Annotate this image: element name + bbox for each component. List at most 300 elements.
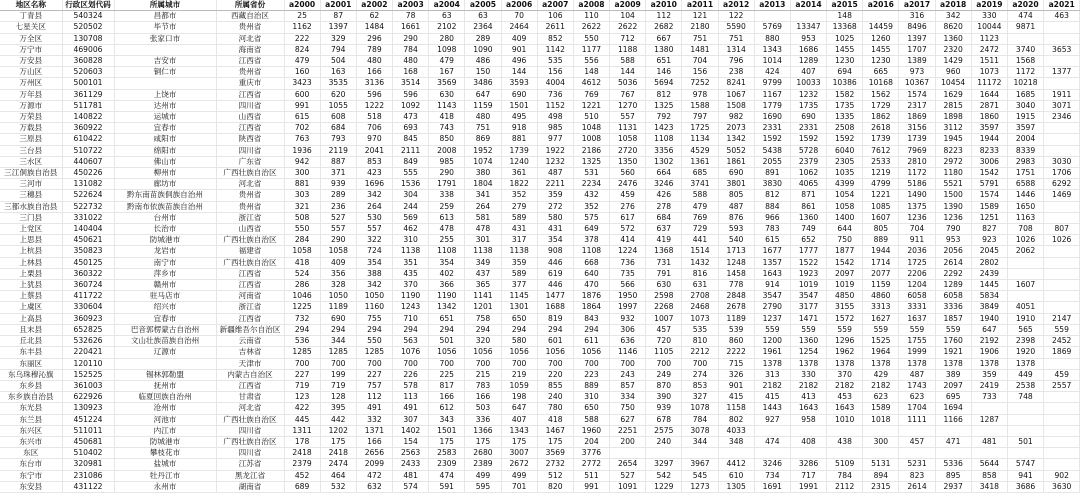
table-cell[interactable]: 1739 [899,134,935,145]
table-cell[interactable]: 301 [465,235,501,246]
table-cell[interactable]: 1048 [573,123,609,134]
table-cell[interactable]: 796 [718,56,754,67]
table-cell[interactable]: 1592 [754,134,790,145]
table-cell[interactable]: 300 [863,436,899,447]
table-cell[interactable]: 780 [537,403,573,414]
table-cell[interactable]: 310 [573,392,609,403]
table-cell[interactable]: 10367 [899,78,935,89]
table-cell[interactable]: 1860 [971,112,1007,123]
table-cell[interactable]: 891 [754,168,790,179]
table-cell[interactable]: 柳州市 [114,168,216,179]
table-cell[interactable]: 重庆市 [216,78,284,89]
table-cell[interactable]: 2815 [935,100,971,111]
table-cell[interactable]: 704 [899,224,935,235]
table-cell[interactable]: 850 [429,134,465,145]
table-cell[interactable]: 1074 [465,156,501,167]
table-cell[interactable]: 1289 [935,280,971,291]
table-cell[interactable]: 715 [718,358,754,369]
table-cell[interactable]: 1219 [863,168,899,179]
table-cell[interactable]: 1685 [1007,89,1043,100]
table-cell[interactable]: 441 [682,235,718,246]
table-cell[interactable]: 巴音郭楞蒙古自治州 [114,324,216,335]
table-cell[interactable]: 451224 [62,414,114,425]
table-cell[interactable]: 5521 [935,179,971,190]
table-cell[interactable]: 2036 [899,246,935,257]
table-cell[interactable]: 5231 [899,459,935,470]
table-cell[interactable]: 1568 [1007,56,1043,67]
table-cell[interactable]: 422 [284,403,320,414]
table-cell[interactable]: 280 [429,33,465,44]
table-cell[interactable] [1044,425,1080,436]
table-cell[interactable]: 338 [429,190,465,201]
table-cell[interactable]: 1273 [682,481,718,492]
table-cell[interactable]: 130923 [62,403,114,414]
table-cell[interactable]: 14459 [863,22,899,33]
table-cell[interactable]: 1500 [935,190,971,201]
table-cell[interactable]: 294 [501,324,537,335]
table-cell[interactable]: 87 [320,11,356,22]
table-cell[interactable]: 120110 [62,358,114,369]
table-cell[interactable]: 1092 [393,100,429,111]
table-cell[interactable]: 6588 [1007,179,1043,190]
table-cell[interactable]: 366 [429,280,465,291]
table-cell[interactable]: 327 [682,392,718,403]
table-cell[interactable]: 3356 [646,145,682,156]
table-cell[interactable]: 769 [573,89,609,100]
table-cell[interactable]: 550 [356,336,392,347]
table-cell[interactable]: 166 [356,67,392,78]
table-cell[interactable]: 156 [682,67,718,78]
table-cell[interactable]: 驻马店市 [114,291,216,302]
table-cell[interactable]: 1243 [393,302,429,313]
table-cell[interactable]: 700 [573,358,609,369]
table-cell[interactable]: 2077 [863,268,899,279]
table-cell[interactable]: 8339 [1007,145,1043,156]
table-cell[interactable]: 江西省 [216,56,284,67]
table-cell[interactable] [1044,403,1080,414]
table-cell[interactable]: 1514 [682,246,718,257]
table-cell[interactable]: 290 [393,33,429,44]
table-cell[interactable]: 福建省 [216,246,284,257]
table-cell[interactable]: 700 [610,358,646,369]
table-cell[interactable]: 5769 [754,22,790,33]
table-cell[interactable]: 5036 [610,78,646,89]
table-cell[interactable]: 991 [573,481,609,492]
table-cell[interactable]: 1160 [356,302,392,313]
table-cell[interactable]: 临夏回族自治州 [114,392,216,403]
table-cell[interactable]: 695 [935,392,971,403]
table-cell[interactable]: 四川省 [216,145,284,156]
table-cell[interactable]: 6040 [827,145,863,156]
table-cell[interactable]: 2008 [429,145,465,156]
table-cell[interactable]: 479 [284,56,320,67]
table-cell[interactable]: 1159 [863,280,899,291]
table-cell[interactable]: 684 [320,123,356,134]
table-cell[interactable]: 958 [790,414,826,425]
table-cell[interactable]: 360923 [62,313,114,324]
table-cell[interactable]: 823 [899,470,935,481]
table-cell[interactable]: 1735 [790,100,826,111]
table-cell[interactable]: 10218 [1007,78,1043,89]
table-cell[interactable]: 1735 [827,100,863,111]
table-cell[interactable] [899,448,935,459]
table-cell[interactable]: 江苏省 [216,459,284,470]
table-cell[interactable]: 东丽区 [0,358,62,369]
table-cell[interactable]: 853 [682,380,718,391]
table-cell[interactable]: 1876 [573,291,609,302]
column-header[interactable]: a2017 [899,0,935,11]
table-cell[interactable]: 1696 [356,179,392,190]
table-cell[interactable]: 1325 [646,100,682,111]
table-cell[interactable]: 881 [501,134,537,145]
table-cell[interactable]: 1940 [971,313,1007,324]
table-cell[interactable]: 294 [356,324,392,335]
table-cell[interactable]: 977 [537,134,573,145]
table-cell[interactable]: 565 [1007,324,1043,335]
table-cell[interactable]: 1050 [356,291,392,302]
table-cell[interactable]: 2848 [718,291,754,302]
table-cell[interactable]: 3286 [790,459,826,470]
table-cell[interactable] [1044,302,1080,313]
table-cell[interactable]: 1056 [465,347,501,358]
table-cell[interactable]: 1574 [971,190,1007,201]
table-cell[interactable]: 817 [429,380,465,391]
table-cell[interactable]: 435 [393,268,429,279]
table-cell[interactable] [935,448,971,459]
table-cell[interactable]: 1167 [754,89,790,100]
table-cell[interactable]: 2102 [429,22,465,33]
table-cell[interactable]: 942 [284,156,320,167]
table-cell[interactable]: 甘肃省 [216,392,284,403]
table-cell[interactable]: 1237 [754,313,790,324]
table-cell[interactable]: 296 [356,33,392,44]
table-cell[interactable]: 566 [610,280,646,291]
table-cell[interactable]: 2206 [899,268,935,279]
table-cell[interactable]: 2268 [646,302,682,313]
table-cell[interactable]: 219 [501,369,537,380]
table-cell[interactable]: 1455 [827,44,863,55]
table-cell[interactable]: 290 [429,168,465,179]
table-cell[interactable]: 411722 [62,291,114,302]
table-cell[interactable]: 757 [356,380,392,391]
table-cell[interactable]: 5694 [646,78,682,89]
table-cell[interactable]: 广东省 [216,156,284,167]
table-cell[interactable]: 铜仁市 [114,67,216,78]
table-cell[interactable]: 510402 [62,448,114,459]
table-cell[interactable]: 166 [465,392,501,403]
table-cell[interactable]: 13347 [790,22,826,33]
table-cell[interactable]: 1644 [971,89,1007,100]
table-cell[interactable]: 807 [1044,224,1080,235]
table-cell[interactable]: 664 [646,168,682,179]
table-cell[interactable] [1007,291,1043,302]
table-cell[interactable] [790,425,826,436]
table-cell[interactable]: 849 [393,156,429,167]
table-cell[interactable]: 168 [393,67,429,78]
table-cell[interactable]: 3246 [754,459,790,470]
table-cell[interactable]: 1607 [1007,280,1043,291]
table-cell[interactable]: 1067 [718,89,754,100]
table-cell[interactable]: 499 [465,470,501,481]
table-cell[interactable]: 110 [573,11,609,22]
table-cell[interactable]: 240 [537,392,573,403]
table-cell[interactable]: 东乡族自治县 [0,392,62,403]
table-cell[interactable]: 914 [754,280,790,291]
table-cell[interactable]: 1305 [718,481,754,492]
table-cell[interactable]: 1368 [646,246,682,257]
table-cell[interactable]: 789 [356,44,392,55]
table-cell[interactable] [827,448,863,459]
table-cell[interactable]: 559 [863,324,899,335]
table-cell[interactable]: 504 [320,56,356,67]
table-cell[interactable]: 2654 [610,459,646,470]
table-cell[interactable]: 1378 [899,358,935,369]
table-cell[interactable]: 540324 [62,11,114,22]
table-cell[interactable]: 377 [501,280,537,291]
table-cell[interactable]: 2708 [682,291,718,302]
table-cell[interactable]: 501 [1007,436,1043,447]
table-cell[interactable]: 4051 [1007,302,1043,313]
table-cell[interactable]: 2474 [320,459,356,470]
table-cell[interactable] [1007,33,1043,44]
table-cell[interactable]: 700 [320,358,356,369]
table-cell[interactable]: 1314 [718,44,754,55]
table-cell[interactable]: 106 [537,11,573,22]
table-cell[interactable]: 827 [971,224,1007,235]
table-cell[interactable]: 1260 [863,33,899,44]
table-cell[interactable]: 388 [356,268,392,279]
table-cell[interactable]: 2557 [1044,380,1080,391]
table-cell[interactable]: 750 [610,403,646,414]
table-cell[interactable]: 2379 [790,156,826,167]
table-cell[interactable]: 432 [573,190,609,201]
table-cell[interactable]: 2305 [827,156,863,167]
table-cell[interactable]: 286 [284,280,320,291]
table-cell[interactable]: 山西省 [216,112,284,123]
table-cell[interactable]: 丘北县 [0,336,62,347]
table-cell[interactable]: 2398 [1007,336,1043,347]
table-cell[interactable]: 1511 [971,56,1007,67]
table-cell[interactable] [682,448,718,459]
column-header[interactable]: a2016 [863,0,899,11]
table-cell[interactable]: 1389 [899,56,935,67]
table-cell[interactable]: 712 [610,33,646,44]
table-cell[interactable]: 3030 [1044,156,1080,167]
table-cell[interactable]: 1997 [610,302,646,313]
table-cell[interactable]: 1704 [899,403,935,414]
table-cell[interactable]: 8223 [935,145,971,156]
table-cell[interactable]: 2575 [646,425,682,436]
table-cell[interactable]: 733 [971,392,1007,403]
table-cell[interactable]: 1542 [827,257,863,268]
table-cell[interactable]: 243 [610,369,646,380]
table-cell[interactable]: 469006 [62,44,114,55]
table-cell[interactable]: 1869 [1044,347,1080,358]
table-cell[interactable]: 361 [501,168,537,179]
table-cell[interactable]: 418 [537,414,573,425]
table-cell[interactable]: 2147 [1044,313,1080,324]
table-cell[interactable] [1007,257,1043,268]
table-cell[interactable]: 黑龙江省 [216,470,284,481]
table-cell[interactable]: 140404 [62,224,114,235]
table-cell[interactable]: 881 [284,179,320,190]
table-cell[interactable]: 370 [393,280,429,291]
table-cell[interactable] [1007,268,1043,279]
table-cell[interactable]: 1582 [827,89,863,100]
table-cell[interactable]: 793 [320,134,356,145]
table-cell[interactable]: 306 [610,324,646,335]
table-cell[interactable]: 511011 [62,425,114,436]
table-cell[interactable] [1044,212,1080,223]
table-cell[interactable]: 708 [1007,224,1043,235]
table-cell[interactable]: 985 [429,156,465,167]
table-cell[interactable]: 63 [465,11,501,22]
table-cell[interactable]: 1791 [429,179,465,190]
table-cell[interactable]: 河南省 [216,291,284,302]
table-cell[interactable]: 610 [718,470,754,481]
table-cell[interactable]: 966 [754,212,790,223]
table-cell[interactable]: 508 [284,212,320,223]
table-cell[interactable] [1007,425,1043,436]
table-cell[interactable]: 2211 [537,179,573,190]
table-cell[interactable]: 932 [610,313,646,324]
table-cell[interactable]: 819 [537,313,573,324]
table-cell[interactable]: 毕节市 [114,22,216,33]
table-cell[interactable]: 1950 [610,291,646,302]
table-cell[interactable]: 652825 [62,324,114,335]
table-cell[interactable]: 贵州省 [216,201,284,212]
table-cell[interactable]: 491 [393,403,429,414]
table-cell[interactable]: 三台县 [0,145,62,156]
table-cell[interactable]: 5109 [827,459,863,470]
table-cell[interactable]: 522732 [62,201,114,212]
table-cell[interactable]: 622926 [62,392,114,403]
table-cell[interactable]: 902 [1044,470,1080,481]
table-cell[interactable]: 330604 [62,302,114,313]
table-cell[interactable]: 557 [356,224,392,235]
table-cell[interactable]: 858 [971,470,1007,481]
table-cell[interactable]: 527 [610,470,646,481]
table-cell[interactable]: 884 [754,201,790,212]
table-cell[interactable]: 1138 [465,246,501,257]
table-cell[interactable]: 1056 [501,347,537,358]
table-cell[interactable]: 272 [537,201,573,212]
table-cell[interactable]: 1960 [573,425,609,436]
table-cell[interactable]: 赣州市 [114,280,216,291]
table-cell[interactable] [718,448,754,459]
table-cell[interactable]: 668 [573,257,609,268]
table-cell[interactable]: 719 [320,380,356,391]
table-cell[interactable]: 637 [646,224,682,235]
table-cell[interactable]: 1877 [827,246,863,257]
table-cell[interactable]: 354 [429,257,465,268]
table-cell[interactable]: 1225 [284,302,320,313]
table-cell[interactable]: 2004 [1007,134,1043,145]
table-cell[interactable]: 1910 [1007,313,1043,324]
table-cell[interactable]: 487 [537,168,573,179]
table-cell[interactable]: 2678 [718,302,754,313]
table-cell[interactable]: 1725 [899,257,935,268]
table-cell[interactable]: 911 [899,235,935,246]
table-cell[interactable]: 575 [573,212,609,223]
table-cell[interactable]: 1134 [682,134,718,145]
table-cell[interactable]: 294 [320,324,356,335]
table-cell[interactable]: 852 [537,33,573,44]
table-cell[interactable]: 700 [284,358,320,369]
table-cell[interactable]: 426 [646,190,682,201]
table-cell[interactable]: 1961 [754,347,790,358]
table-cell[interactable]: 8620 [935,22,971,33]
table-cell[interactable]: 857 [610,380,646,391]
table-cell[interactable]: 东兴区 [0,425,62,436]
table-cell[interactable]: 2418 [320,448,356,459]
table-cell[interactable]: 1236 [899,212,935,223]
table-cell[interactable]: 1162 [284,22,320,33]
table-cell[interactable]: 259 [429,201,465,212]
table-cell[interactable]: 1204 [899,280,935,291]
table-cell[interactable]: 1091 [610,481,646,492]
table-cell[interactable] [610,448,646,459]
table-cell[interactable]: 1010 [827,414,863,425]
table-cell[interactable]: 869 [465,134,501,145]
table-cell[interactable]: 5590 [718,22,754,33]
table-cell[interactable]: 2802 [971,257,1007,268]
table-cell[interactable]: 330 [790,369,826,380]
table-cell[interactable]: 1469 [1044,190,1080,201]
table-cell[interactable]: 1285 [284,347,320,358]
table-cell[interactable]: 144 [610,67,646,78]
table-cell[interactable]: 9871 [1007,22,1043,33]
table-cell[interactable]: 6292 [1044,179,1080,190]
table-cell[interactable]: 3653 [1044,44,1080,55]
table-cell[interactable]: 1380 [646,44,682,55]
table-cell[interactable]: 1360 [790,336,826,347]
table-cell[interactable]: 2182 [754,380,790,391]
table-cell[interactable]: 2182 [827,380,863,391]
table-cell[interactable]: 227 [356,369,392,380]
table-cell[interactable] [1007,403,1043,414]
table-cell[interactable]: 东乡县 [0,380,62,391]
table-cell[interactable]: 1542 [971,168,1007,179]
table-cell[interactable]: 2720 [610,145,646,156]
table-cell[interactable]: 5747 [1007,459,1043,470]
table-cell[interactable]: 1190 [393,291,429,302]
table-cell[interactable]: 487 [718,201,754,212]
table-cell[interactable]: 360724 [62,280,114,291]
table-cell[interactable] [1044,33,1080,44]
table-cell[interactable]: 463 [1044,11,1080,22]
table-cell[interactable]: 1152 [537,100,573,111]
table-cell[interactable]: 361003 [62,380,114,391]
table-cell[interactable]: 736 [610,257,646,268]
table-cell[interactable]: 1643 [790,403,826,414]
table-cell[interactable]: 3297 [646,459,682,470]
table-cell[interactable]: 481 [393,470,429,481]
table-cell[interactable]: 1289 [790,56,826,67]
table-cell[interactable]: 794 [320,44,356,55]
table-cell[interactable]: 294 [429,324,465,335]
table-cell[interactable]: 1035 [827,168,863,179]
table-cell[interactable] [1044,56,1080,67]
table-cell[interactable]: 978 [682,89,718,100]
table-cell[interactable]: 三江侗族自治县 [0,168,62,179]
table-cell[interactable]: 694 [827,67,863,78]
column-header[interactable]: a2001 [320,0,356,11]
table-cell[interactable] [1044,201,1080,212]
table-cell[interactable]: 647 [501,403,537,414]
table-cell[interactable]: 871 [790,190,826,201]
table-cell[interactable]: 824 [284,44,320,55]
